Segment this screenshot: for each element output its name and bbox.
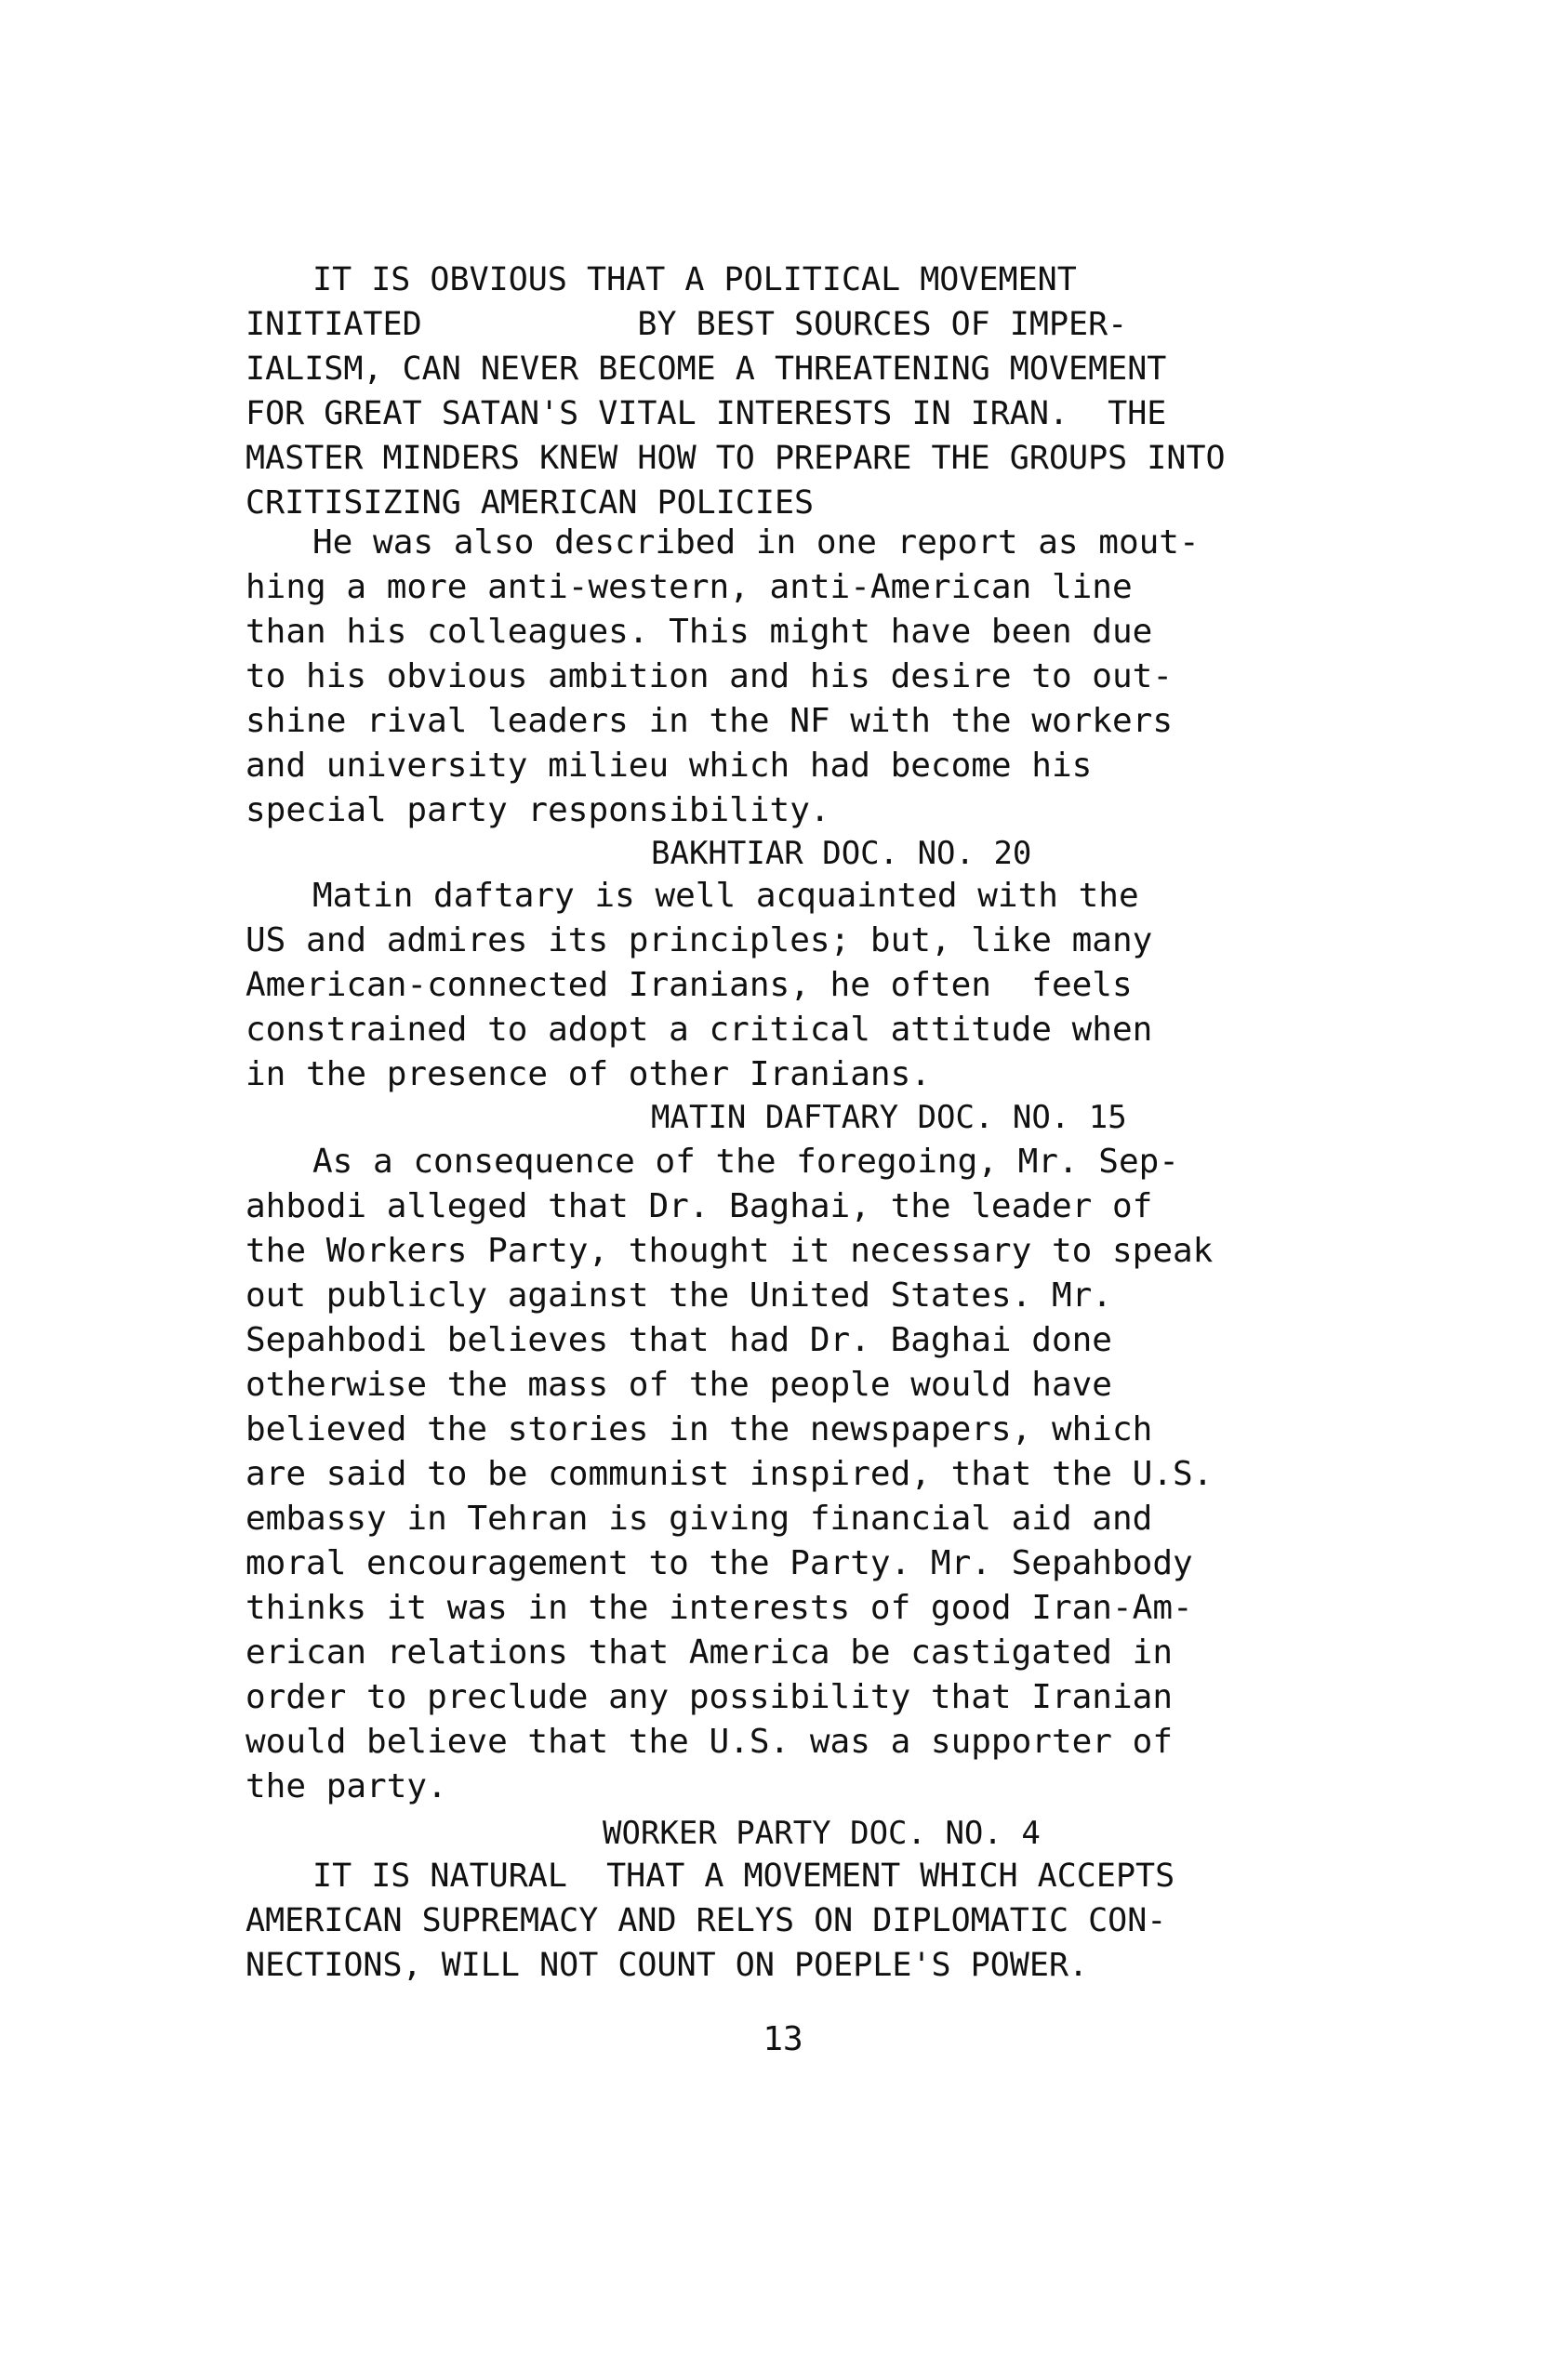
quote-line: US and admires its principles; but, like many xyxy=(246,921,1153,959)
quote-line: Sepahbodi believes that had Dr. Baghai done xyxy=(246,1321,1112,1359)
quote-line: shine rival leaders in the NF with the workers xyxy=(246,702,1173,740)
quote-line: special party responsibility. xyxy=(246,791,830,829)
intro-line: IALISM, CAN NEVER BECOME A THREATENING MOVEMENT xyxy=(246,350,1167,388)
quote-line: would believe that the U.S. was a supporter of xyxy=(246,1723,1173,1761)
quote-matin-daftary xyxy=(246,874,1361,1097)
quote-line: Matin daftary is well acquainted with the xyxy=(312,877,1139,915)
quote-line: hing a more anti-western, anti-American line xyxy=(246,568,1133,606)
intro-line: CRITISIZING AMERICAN POLICIES xyxy=(246,484,815,522)
quote-line: otherwise the mass of the people would have xyxy=(246,1366,1112,1404)
quote-line: He was also described in one report as mout- xyxy=(312,523,1200,562)
quote-line: thinks it was in the interests of good Iran-Am- xyxy=(246,1589,1193,1627)
quote-line: moral encouragement to the Party. Mr. Sepahbody xyxy=(246,1544,1193,1582)
quote-line: erican relations that America be castigated in xyxy=(246,1633,1173,1672)
quote-line: order to preclude any possibility that Iranian xyxy=(246,1678,1173,1716)
quote-worker-party xyxy=(246,1140,1361,1809)
intro-line: FOR GREAT SATAN'S VITAL INTERESTS IN IRAN. THE xyxy=(246,395,1167,432)
page-number: 13 xyxy=(763,2020,803,2058)
quote-line: in the presence of other Iranians. xyxy=(246,1055,931,1093)
quote-bakhtiar xyxy=(246,521,1361,833)
quote-line: embassy in Tehran is giving financial aid and xyxy=(246,1500,1153,1538)
conclusion-paragraph xyxy=(246,1854,1361,1988)
quote-line: are said to be communist inspired, that the U.S. xyxy=(246,1455,1214,1493)
quote-line: constrained to adopt a critical attitude when xyxy=(246,1011,1153,1049)
quote-line: out publicly against the United States. Mr. xyxy=(246,1276,1112,1315)
conclusion-line: AMERICAN SUPREMACY AND RELYS ON DIPLOMATIC CON- xyxy=(246,1902,1167,1939)
quote-line: and university milieu which had become his xyxy=(246,747,1093,785)
conclusion-line: IT IS NATURAL THAT A MOVEMENT WHICH ACCEPTS xyxy=(312,1858,1175,1895)
quote-line: the party. xyxy=(246,1767,447,1805)
quote-line: believed the stories in the newspapers, which xyxy=(246,1410,1153,1448)
doc-reference-matin-daftary: MATIN DAFTARY DOC. NO. 15 xyxy=(651,1099,1127,1136)
quote-line: the Workers Party, thought it necessary to speak xyxy=(246,1232,1214,1270)
doc-reference-worker-party: WORKER PARTY DOC. NO. 4 xyxy=(603,1815,1041,1852)
quote-line: American-connected Iranians, he often feels xyxy=(246,966,1133,1004)
quote-line: ahbodi alleged that Dr. Baghai, the leader of xyxy=(246,1187,1153,1225)
quote-line: to his obvious ambition and his desire to out- xyxy=(246,657,1173,695)
intro-line: MASTER MINDERS KNEW HOW TO PREPARE THE GROUPS INTO xyxy=(246,440,1226,477)
quote-line: As a consequence of the foregoing, Mr. Sep- xyxy=(312,1143,1179,1181)
intro-line: IT IS OBVIOUS THAT A POLITICAL MOVEMENT xyxy=(312,261,1077,298)
intro-line: INITIATED BY BEST SOURCES OF IMPER- xyxy=(246,306,1128,343)
quote-line: than his colleagues. This might have been due xyxy=(246,613,1153,651)
intro-paragraph xyxy=(246,258,1361,525)
conclusion-line: NECTIONS, WILL NOT COUNT ON POEPLE'S POWER. xyxy=(246,1947,1089,1984)
doc-reference-bakhtiar: BAKHTIAR DOC. NO. 20 xyxy=(651,835,1032,872)
